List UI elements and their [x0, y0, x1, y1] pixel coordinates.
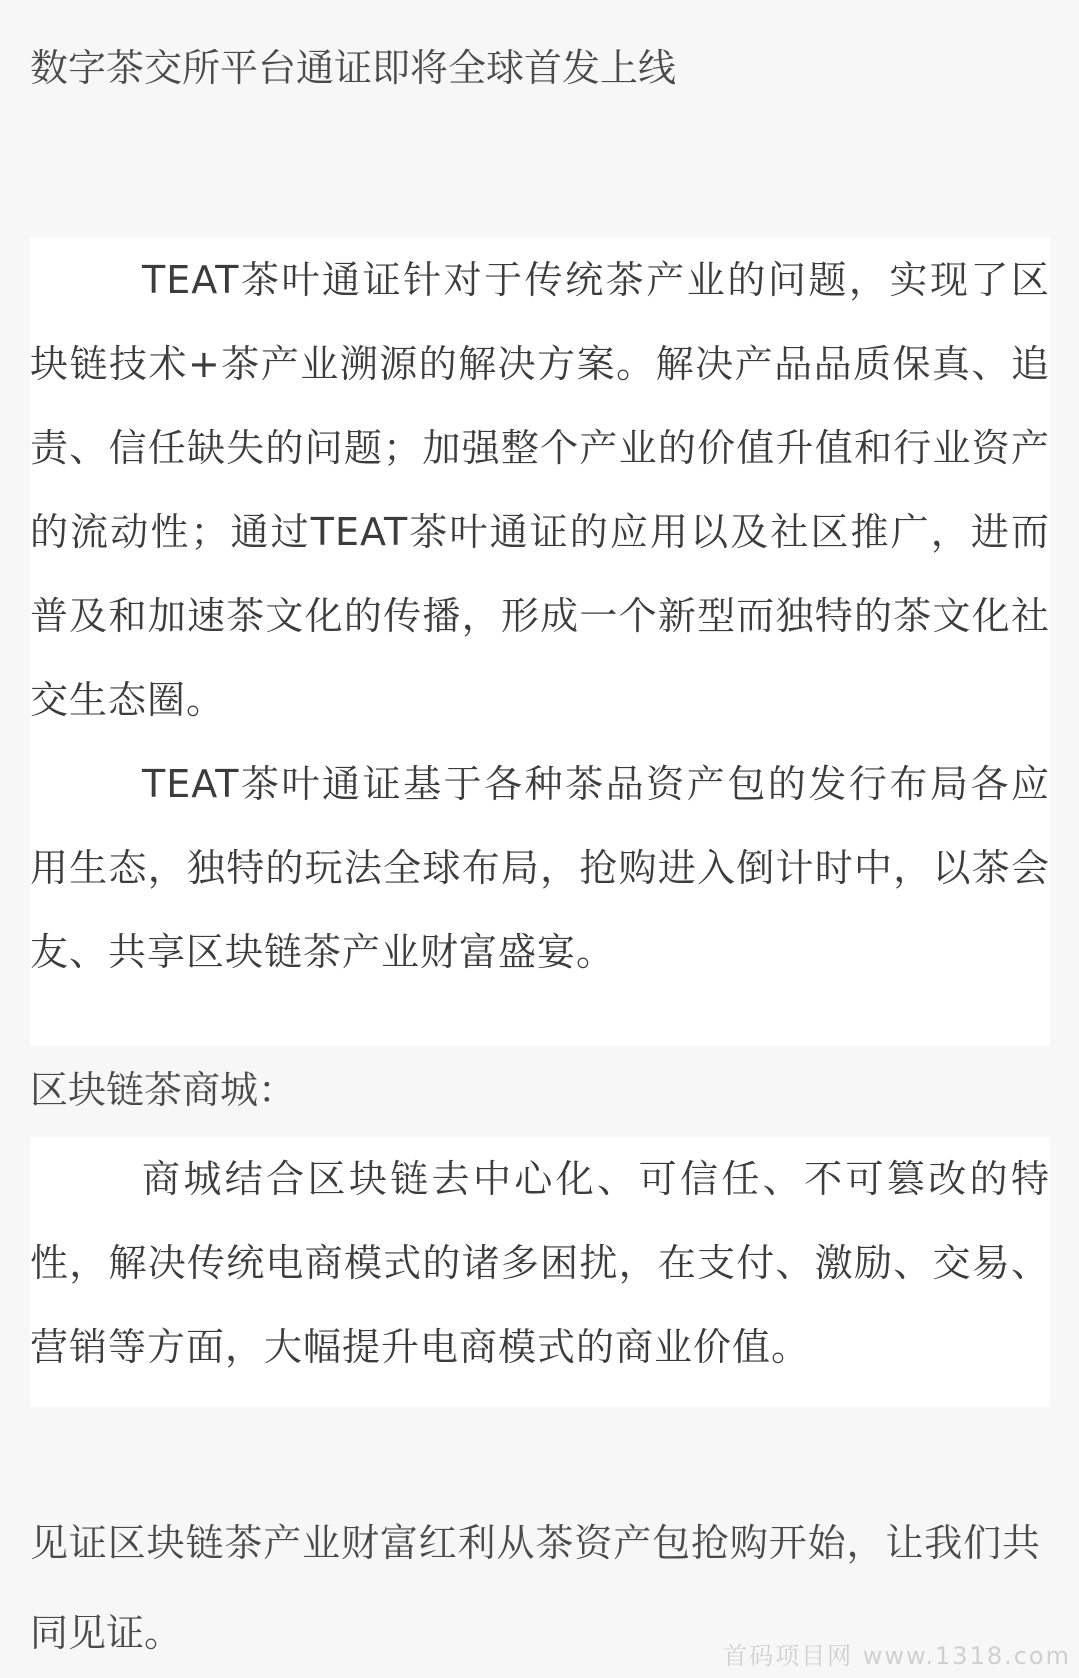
paragraph-mall: 商城结合区块链去中心化、可信任、不可篡改的特性，解决传统电商模式的诸多困扰，在支付、激励、交易、营销等方面，大幅提升电商模式的商业价值。	[30, 1157, 1050, 1369]
closing-paragraph: 见证区块链茶产业财富红利从茶资产包抢购开始，让我们共同见证。	[30, 1521, 1040, 1655]
highlight-block-mall	[30, 1137, 1050, 1407]
paragraph-teat-ecosystem: TEAT茶叶通证基于各种茶品资产包的发行布局各应用生态，独特的玩法全球布局，抢购进入倒计时中，以茶会友、共享区块链茶产业财富盛宴。	[30, 762, 1050, 974]
article-title: 数字茶交所平台通证即将全球首发上线	[30, 46, 677, 90]
paragraph-teat-intro: TEAT茶叶通证针对于传统茶产业的问题，实现了区块链技术+茶产业溯源的解决方案。解决产品品质保真、追责、信任缺失的问题；加强整个产业的价值升值和行业资产的流动性；通过TEAT茶叶通证的应用以及社区推广，进而普及和加速茶文化的传播，形成一个新型而独特的茶文化社交生态圈。	[30, 258, 1050, 722]
watermark: 首码项目网 www.1318.com	[723, 1642, 1071, 1670]
highlight-block-teat	[30, 238, 1050, 1046]
section-heading-mall: 区块链茶商城：	[30, 1068, 297, 1112]
